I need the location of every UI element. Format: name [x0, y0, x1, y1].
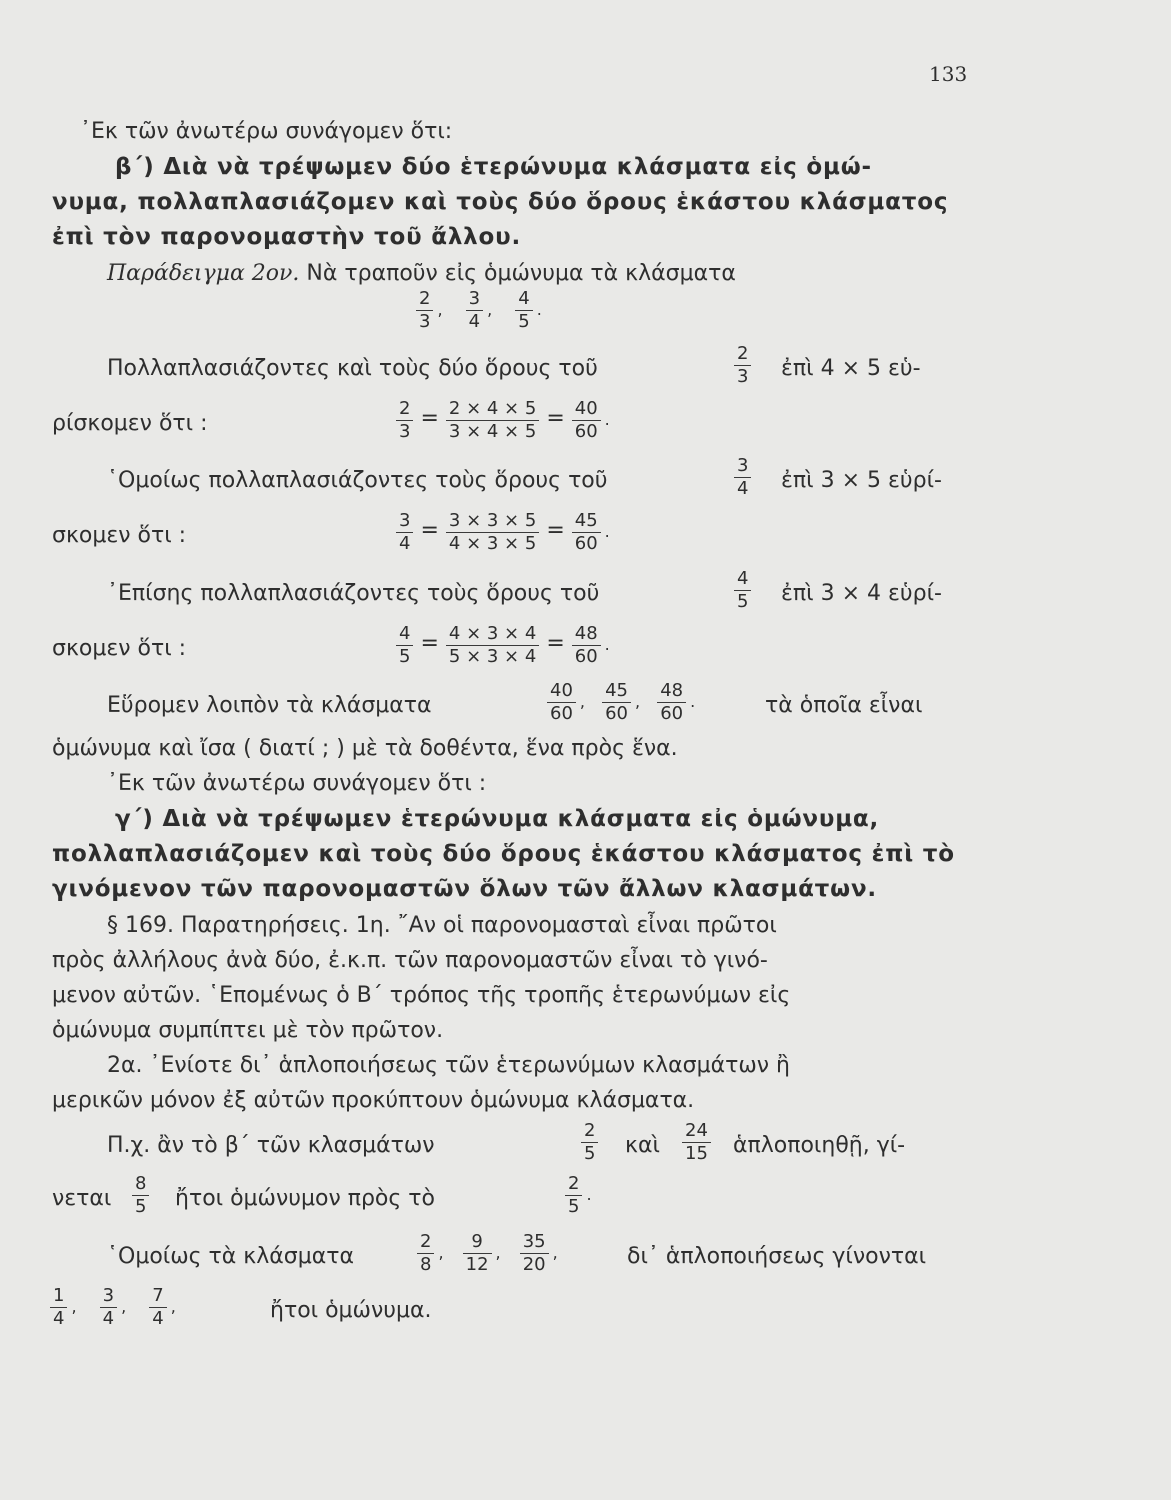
- px-text-b: καὶ: [625, 1133, 660, 1158]
- px-text-a: Π.χ. ἂν τὸ β΄ τῶν κλασμάτων: [107, 1133, 435, 1158]
- rule-b-line-2: νυμα, πολλαπλασιάζομεν καὶ τοὺς δύο ὅρους ἑκάστου κλάσματος: [52, 189, 949, 215]
- step2-tail: ἐπὶ 3 × 5 εὑρί-: [781, 468, 942, 493]
- px-frac-1: $\frac{2}{5}$: [577, 1120, 602, 1165]
- px-text-e: ἤτοι ὁμώνυμον πρὸς τὸ: [175, 1186, 436, 1211]
- fraction: $\frac{35}{20}$: [520, 1231, 549, 1276]
- fraction: $\frac{3}{4}$: [396, 510, 413, 555]
- step1-equation: $\frac{2}{3}$ = $\frac{2 \times 4 \times 5}{3 \times 4 \times 5}$ = $\frac{40}{60}$ .: [392, 398, 610, 443]
- fraction: $\frac{4}{5}$: [396, 623, 413, 668]
- section-line-4: ὁμώνυμα συμπίπτει μὲ τὸν πρῶτον.: [52, 1018, 444, 1043]
- step1-tail: ἐπὶ 4 × 5 εὑ-: [781, 356, 921, 381]
- second-line-1: 2α. ᾿Ενίοτε δι᾿ ἁπλοποιήσεως τῶν ἑτερωνύμων κλασμάτων ἢ: [107, 1053, 790, 1078]
- result-tail: τὰ ὁποῖα εἶναι: [765, 693, 923, 718]
- fraction: $\frac{2}{8}$: [417, 1231, 434, 1276]
- example-heading: [107, 260, 736, 288]
- result-fractions: $\frac{40}{60}$ , $\frac{45}{60}$ , $\frac{48}{60}$ .: [543, 680, 695, 725]
- rule-b-line-3: ἐπὶ τὸν παρονομαστὴν τοῦ ἄλλου.: [52, 224, 522, 250]
- fraction: $\frac{40}{60}$: [572, 398, 601, 443]
- step2-equation: $\frac{3}{4}$ = $\frac{3 \times 3 \times 5}{4 \times 3 \times 5}$ = $\frac{45}{60}$ .: [392, 510, 610, 555]
- fraction: $\frac{48}{60}$: [657, 680, 686, 725]
- step2-frac: $\frac{3}{4}$: [730, 455, 755, 500]
- rule-c-line-3: γινόμενον τῶν παρονομαστῶν ὅλων τῶν ἄλλων κλασμάτων.: [52, 876, 877, 902]
- fraction: $\frac{3}{4}$: [466, 288, 483, 333]
- rule-c-line-1: γ΄) Διὰ νὰ τρέψωμεν ἑτερώνυμα κλάσματα εἰς ὁμώνυμα,: [115, 806, 880, 832]
- fraction: $\frac{3}{4}$: [100, 1285, 117, 1330]
- px-text-c: ἁπλοποιηθῇ, γί-: [733, 1133, 906, 1158]
- rule-c-line-2: πολλαπλασιάζομεν καὶ τοὺς δύο ὅρους ἑκάστου κλάσματος ἐπὶ τὸ: [52, 841, 955, 867]
- step1-text: Πολλαπλασιάζοντες καὶ τοὺς δύο ὅρους τοῦ: [107, 356, 598, 381]
- result-line-2: ὁμώνυμα καὶ ἴσα ( διατί ; ) μὲ τὰ δοθέντα, ἕνα πρὸς ἕνα.: [52, 736, 678, 761]
- similar-text-c: ἤτοι ὁμώνυμα.: [270, 1298, 432, 1323]
- fraction: $\frac{4}{5}$: [515, 288, 532, 333]
- fraction: $\frac{4 \times 3 \times 4}{5 \times 3 \times 4}$: [446, 623, 539, 668]
- rule-b-line-1: β΄) Διὰ νὰ τρέψωμεν δύο ἑτερώνυμα κλάσματα εἰς ὁμώ-: [115, 154, 872, 180]
- page-number: 133: [929, 62, 968, 86]
- similar-fractions-2: $\frac{1}{4}$ , $\frac{3}{4}$ , $\frac{7}{4}$ ,: [46, 1285, 176, 1330]
- fraction: $\frac{2 \times 4 \times 5}{3 \times 4 \times 5}$: [446, 398, 539, 443]
- example-fractions: $\frac{2}{3}$ , $\frac{3}{4}$ , $\frac{4}{5}$ .: [412, 288, 542, 333]
- step3-cont: σκομεν ὅτι :: [52, 636, 187, 661]
- step3-frac: $\frac{4}{5}$: [730, 568, 755, 613]
- step3-text: ᾿Επίσης πολλαπλασιάζοντες τοὺς ὅρους τοῦ: [107, 581, 600, 606]
- fraction: $\frac{1}{4}$: [50, 1285, 67, 1330]
- px-frac-4: $\frac{2}{5}$ .: [561, 1173, 592, 1218]
- step3-tail: ἐπὶ 3 × 4 εὑρί-: [781, 581, 942, 606]
- px-frac-2: $\frac{24}{15}$: [678, 1120, 715, 1165]
- step2-cont: σκομεν ὅτι :: [52, 523, 187, 548]
- fraction: $\frac{2}{3}$: [396, 398, 413, 443]
- step1-frac: $\frac{2}{3}$: [730, 343, 755, 388]
- fraction: $\frac{7}{4}$: [149, 1285, 166, 1330]
- fraction: $\frac{40}{60}$: [547, 680, 576, 725]
- intro-line-2: ᾿Εκ τῶν ἀνωτέρω συνάγομεν ὅτι :: [107, 771, 487, 796]
- similar-text-a: ῾Ομοίως τὰ κλάσματα: [107, 1244, 354, 1269]
- px-text-d: νεται: [52, 1186, 112, 1211]
- fraction: $\frac{45}{60}$: [572, 510, 601, 555]
- fraction: $\frac{48}{60}$: [572, 623, 601, 668]
- section-line-3: μενον αὐτῶν. ῾Επομένως ὁ Β΄ τρόπος τῆς τροπῆς ἑτερωνύμων εἰς: [52, 983, 791, 1008]
- fraction: $\frac{45}{60}$: [602, 680, 631, 725]
- fraction: $\frac{9}{12}$: [463, 1231, 492, 1276]
- intro-line-1: ᾿Εκ τῶν ἀνωτέρω συνάγομεν ὅτι:: [80, 119, 453, 144]
- result-text: Εὕρομεν λοιπὸν τὰ κλάσματα: [107, 693, 432, 718]
- step3-equation: $\frac{4}{5}$ = $\frac{4 \times 3 \times 4}{5 \times 3 \times 4}$ = $\frac{48}{60}$ .: [392, 623, 610, 668]
- step2-text: ῾Ομοίως πολλαπλασιάζοντες τοὺς ὅρους τοῦ: [107, 468, 608, 493]
- step1-cont: ρίσκομεν ὅτι :: [52, 411, 208, 436]
- section-line-1: § 169. Παρατηρήσεις. 1η. ῎Αν οἱ παρονομασταὶ εἶναι πρῶτοι: [107, 913, 777, 938]
- fraction: $\frac{2}{3}$: [416, 288, 433, 333]
- section-line-2: πρὸς ἀλλήλους ἀνὰ δύο, ἐ.κ.π. τῶν παρονομαστῶν εἶναι τὸ γινό-: [52, 948, 768, 973]
- second-line-2: μερικῶν μόνον ἐξ αὐτῶν προκύπτουν ὁμώνυμα κλάσματα.: [52, 1088, 695, 1113]
- px-frac-3: $\frac{8}{5}$: [128, 1173, 153, 1218]
- example-text: Νὰ τραποῦν εἰς ὁμώνυμα τὰ κλάσματα: [306, 261, 736, 286]
- similar-text-b: δι᾿ ἁπλοποιήσεως γίνονται: [627, 1244, 927, 1269]
- similar-fractions: $\frac{2}{8}$ , $\frac{9}{12}$ , $\frac{35}{20}$ ,: [413, 1231, 558, 1276]
- example-label: Παράδειγμα 2ον.: [107, 261, 300, 286]
- fraction: $\frac{3 \times 3 \times 5}{4 \times 3 \times 5}$: [446, 510, 539, 555]
